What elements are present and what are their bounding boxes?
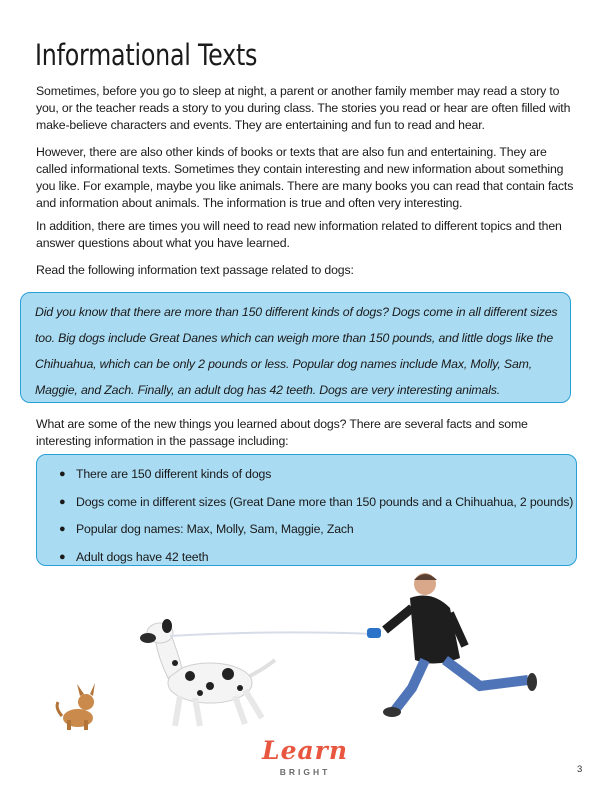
list-item: ● There are 150 different kinds of dogs — [57, 461, 576, 489]
facts-box — [36, 454, 577, 566]
bullet-icon: ● — [59, 468, 66, 480]
leash-line — [170, 632, 375, 636]
bullet-icon: ● — [59, 550, 66, 563]
chihuahua-image — [57, 683, 95, 730]
dog-passage-box — [20, 292, 571, 403]
passage-intro: Read the following information text passage related to dogs: — [36, 263, 354, 277]
learn-bright-logo — [250, 738, 360, 782]
bullet-icon: ● — [59, 523, 66, 535]
intro-paragraph: Sometimes, before you go to sleep at night, a parent or another family member may read a story to you, or the teacher reads a story to you during class. The stories you read or hear are often filled with make-believe characters and events. They are entertaining and fun to read and hear. — [36, 84, 571, 132]
list-item: ● Popular dog names: Max, Molly, Sam, Maggie, Zach — [57, 516, 576, 544]
topics-paragraph: In addition, there are times you will need to read new information related to different topics and then answer questions about what you have learned. — [36, 219, 562, 250]
logo-subtitle: BRIGHT — [279, 767, 331, 777]
man-running-image — [367, 573, 537, 717]
logo-word: Learn — [261, 736, 349, 765]
facts-list — [57, 461, 576, 571]
list-item: ● Adult dogs have 42 teeth — [57, 544, 576, 572]
list-item: ● Dogs come in different sizes (Great Dane more than 150 pounds and a Chihuahua, 2 pounds) — [57, 489, 576, 517]
page-title: Informational Texts — [35, 38, 258, 72]
dog-passage-text: Did you know that there are more than 150 different kinds of dogs? Dogs come in all different sizes too. Big dogs include Great Danes which can weigh more than 150 pounds, and little dogs like the Chihuahua, which can be only 2 pounds or less. Popular dog names include Max, Molly, Sam, Maggie, and Zach. Finally, an adult dog has 42 teeth. Dogs are very interesting animals. — [35, 305, 558, 397]
informational-paragraph: However, there are also other kinds of books or texts that are also fun and entertaining. They are called informational texts. Sometimes they contain interesting and new information about something you like. For example, maybe you like animals. There are many books you can read that contain facts and information about animals. The information is true and often very interesting. — [36, 145, 574, 210]
page-number: 3 — [577, 764, 583, 775]
bullet-icon: ● — [59, 495, 66, 508]
dog-walker-illustration — [40, 568, 560, 733]
facts-intro: What are some of the new things you learned about dogs? There are several facts and some interesting information in the passage including: — [36, 417, 528, 448]
